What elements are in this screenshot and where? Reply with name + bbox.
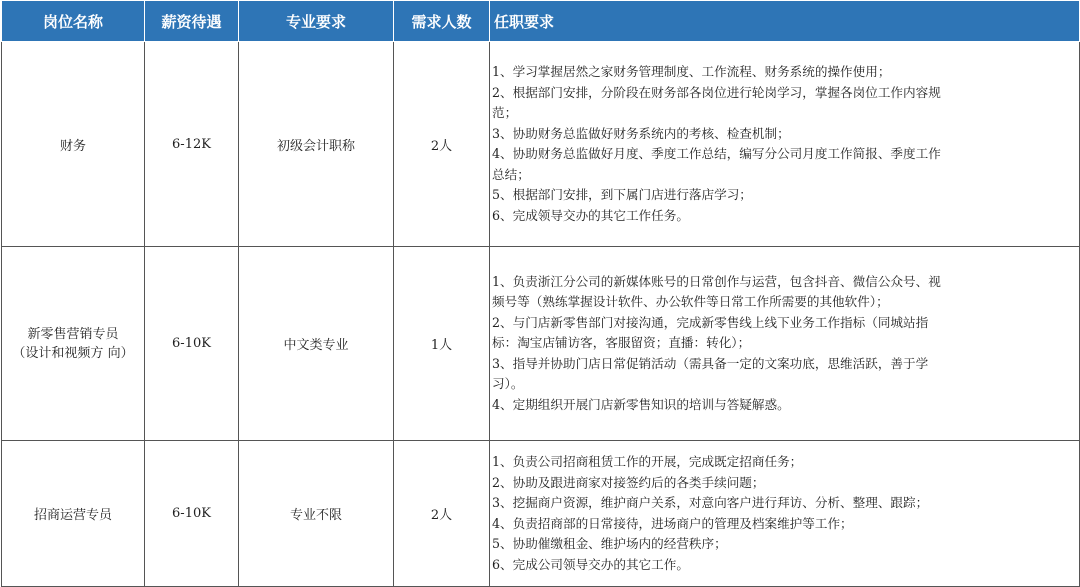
header-salary: 薪资待遇 bbox=[145, 1, 239, 42]
duty-line: 6、完成公司领导交办的其它工作。 bbox=[492, 556, 689, 572]
duty-line: 4、定期组织开展门店新零售知识的培训与答疑解惑。 bbox=[492, 396, 790, 412]
header-major: 专业要求 bbox=[239, 1, 394, 42]
duty-line: 1、负责浙江分公司的新媒体账号的日常创作与运营，包含抖音、微信公众号、视 bbox=[492, 273, 941, 289]
duty-line: 5、根据部门安排，到下属门店进行落店学习； bbox=[492, 187, 752, 202]
duty-line: 习）。 bbox=[492, 376, 524, 392]
duty-line: 4、协助财务总监做好月度、季度工作总结，编写分公司月度工作简报、季度工作 bbox=[492, 146, 941, 161]
position-cell: 财务 bbox=[2, 42, 145, 247]
position-line: 新零售营销专员 bbox=[27, 326, 119, 342]
table-row bbox=[2, 247, 1080, 441]
duty-line: 5、协助催缴租金、维护场内的经营秩序； bbox=[492, 536, 727, 551]
duty-line: 3、挖掘商户资源，维护商户关系，对意向客户进行拜访、分析、整理、跟踪； bbox=[492, 495, 929, 510]
duty-line: 标：淘宝店铺访客，客服留资；直播：转化）； bbox=[492, 335, 751, 351]
header-position: 岗位名称 bbox=[2, 1, 145, 42]
position-cell bbox=[2, 247, 145, 441]
duty-line: 总结； bbox=[492, 166, 530, 182]
position-line: 向） bbox=[107, 345, 134, 361]
position-cell: 招商运营专员 bbox=[2, 441, 145, 587]
duty-line: 2、与门店新零售部门对接沟通，完成新零售线上线下业务工作指标（同城站指 bbox=[492, 314, 929, 330]
duty-line: 2、协助及跟进商家对接签约后的各类手续问题； bbox=[492, 474, 765, 490]
duties-cell bbox=[490, 441, 1080, 587]
header-duties: 任职要求 bbox=[490, 1, 1080, 42]
duty-line: 1、学习掌握居然之家财务管理制度、工作流程、财务系统的操作使用； bbox=[492, 64, 891, 79]
duty-line: 3、协助财务总监做好财务系统内的考核、检查机制； bbox=[492, 125, 790, 141]
major-cell: 中文类专业 bbox=[239, 247, 394, 441]
salary-cell: 6-10K bbox=[145, 441, 239, 587]
salary-cell: 6-12K bbox=[145, 42, 239, 247]
duty-line: 4、负责招商部的日常接待，进场商户的管理及档案维护等工作； bbox=[492, 515, 853, 531]
major-cell: 初级会计职称 bbox=[239, 42, 394, 247]
table-row bbox=[2, 42, 1080, 247]
duty-line: 6、完成领导交办的其它工作任务。 bbox=[492, 207, 689, 223]
header-headcount: 需求人数 bbox=[394, 1, 490, 42]
duty-line: 频号等（熟练掌握设计软件、办公软件等日常工作所需要的其他软件）； bbox=[492, 294, 889, 310]
job-requirements-table bbox=[1, 0, 1080, 587]
duties-cell bbox=[490, 247, 1080, 441]
salary-cell: 6-10K bbox=[145, 247, 239, 441]
table-row bbox=[2, 441, 1080, 587]
headcount-cell: 1人 bbox=[394, 247, 490, 441]
headcount-cell: 2人 bbox=[394, 42, 490, 247]
duty-line: 3、指导并协助门店日常促销活动（需具备一定的文案功底，思维活跃，善于学 bbox=[492, 355, 929, 371]
position-line: （设计和视频方 bbox=[12, 345, 104, 361]
major-cell: 专业不限 bbox=[239, 441, 394, 587]
duty-line: 1、负责公司招商租赁工作的开展，完成既定招商任务； bbox=[492, 454, 803, 469]
duty-line: 范； bbox=[492, 105, 518, 120]
headcount-cell: 2人 bbox=[394, 441, 490, 587]
duties-cell bbox=[490, 42, 1080, 247]
table-header-row bbox=[2, 1, 1080, 42]
duty-line: 2、根据部门安排，分阶段在财务部各岗位进行轮岗学习，掌握各岗位工作内容规 bbox=[492, 84, 941, 100]
